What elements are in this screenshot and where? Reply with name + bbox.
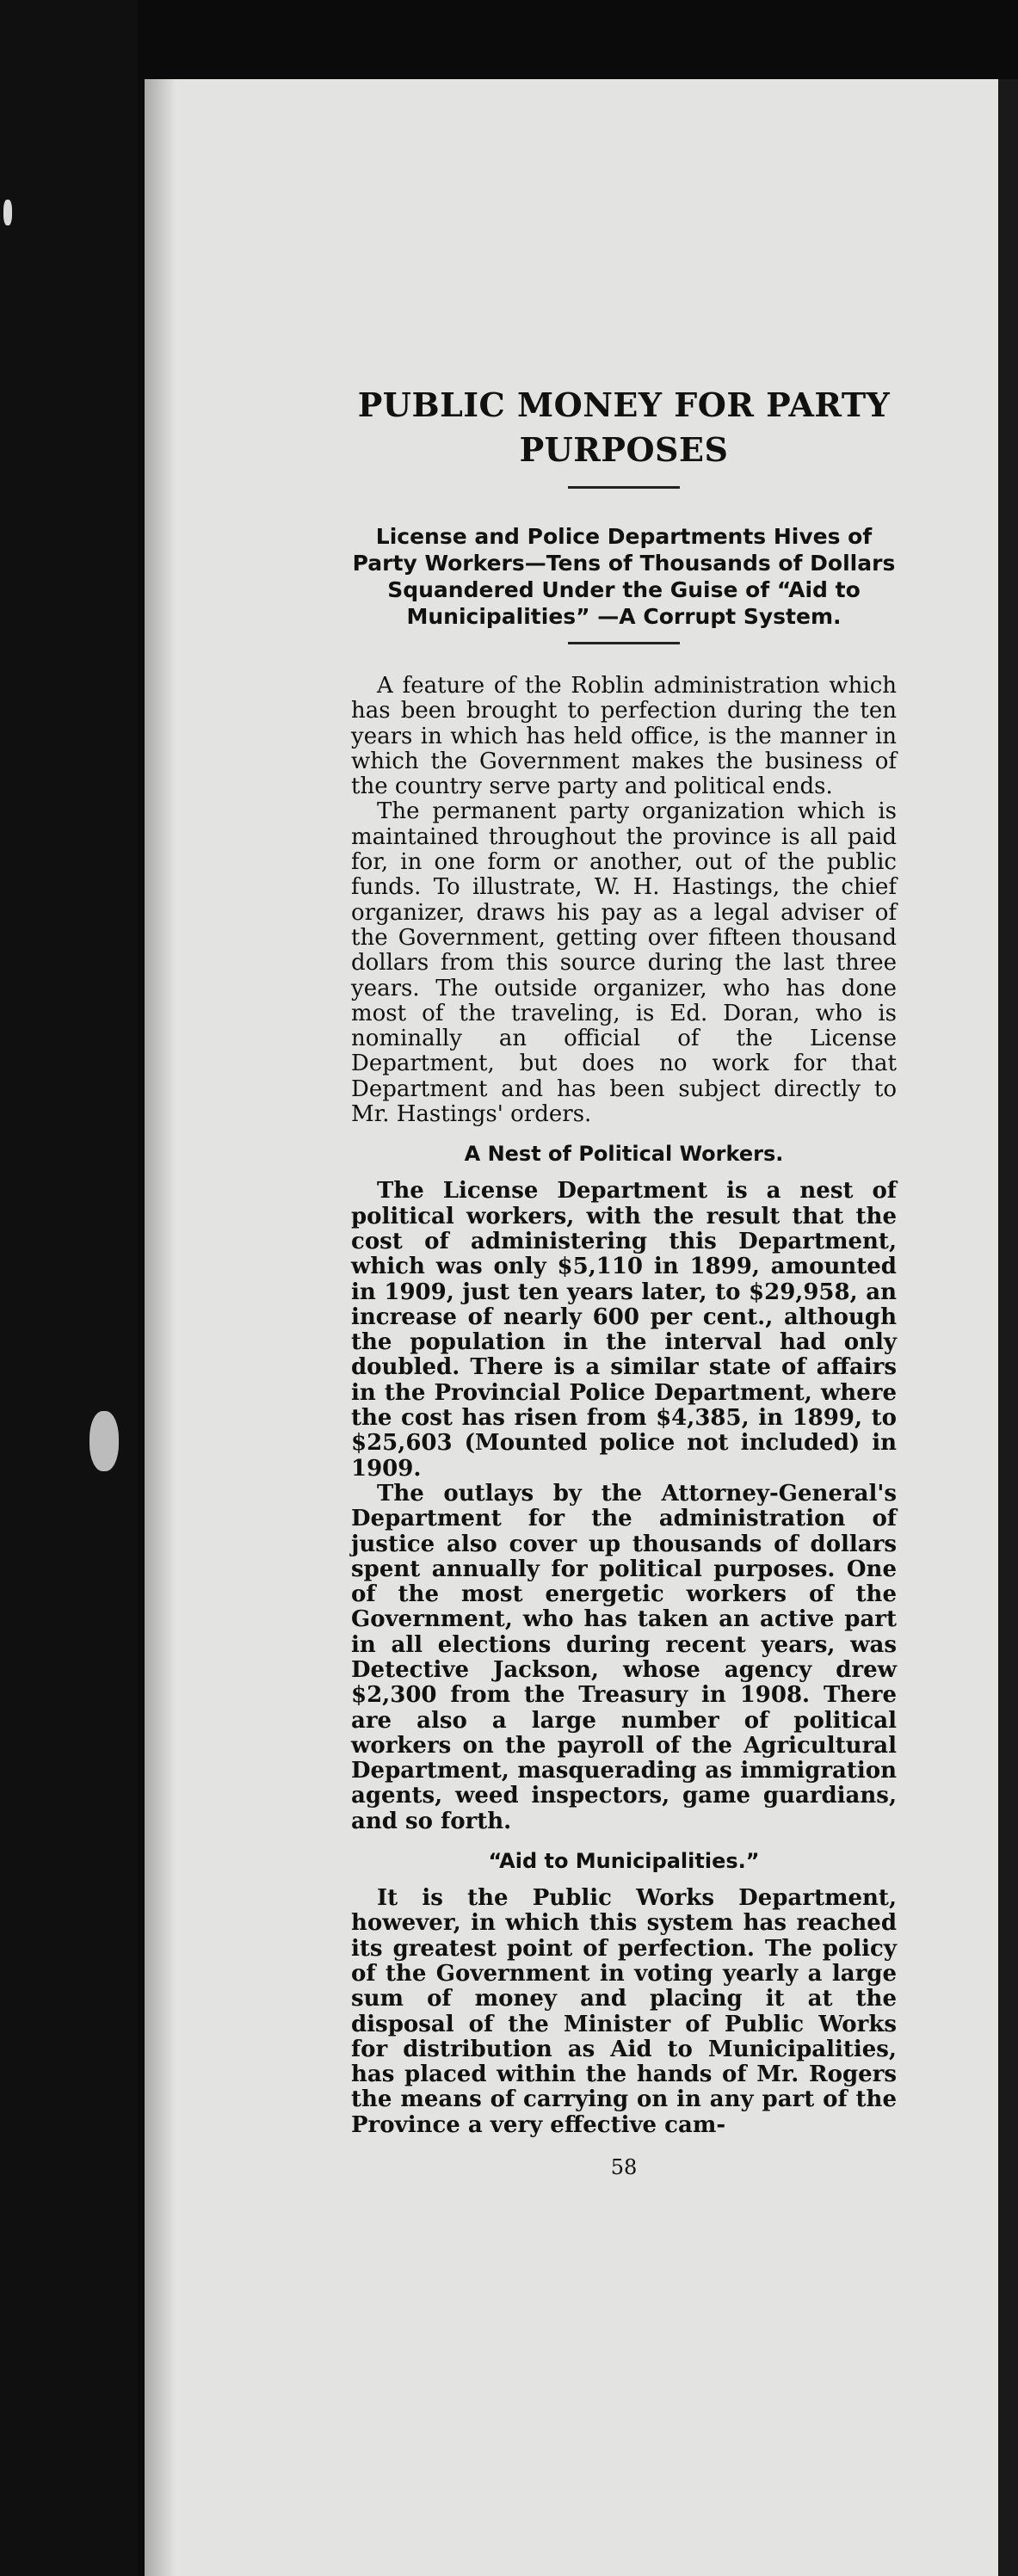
paragraph: The License Department is a nest of political workers, with the result that the cost of administering this Department, which was only $5,110 in 1899, amounted in 1909, just ten years later, to $29,958, an increase of nearly 600 per cent., although the population in the interval had only doubled. There is a similar state of affairs in the Provincial Police Department, where the cost has risen from $4,385, in 1899, to $25,603 (Mounted police not included) in 1909. [351,1178,897,1482]
article [351,383,897,2179]
scan-mark [3,200,12,225]
page-binding-edge [998,79,1018,2576]
paragraph: The permanent party organization which is maintained throughout the province is all paid for, in one form or another, out of the public funds. To illustrate, W. H. Hastings, the chief organizer, draws his pay as a legal adviser of the Government, getting over fifteen thousand dollars from this source during the last three years. The outside organizer, who has done most of the traveling, is Ed. Doran, who is nominally an official of the License Department, but does no work for that Department and has been subject directly to Mr. Hastings' orders. [351,798,897,1128]
paragraph: It is the Public Works Department, however, in which this system has reached its greatest point of perfection. The policy of the Government in voting yearly a large sum of money and placing it at the disposal of the Minister of Public Works for distribution as Aid to Municipalities, has placed within the hands of Mr. Rogers the means of carrying on in any part of the Province a very effective cam- [351,1885,897,2138]
paragraph: A feature of the Roblin administration which has been brought to perfection during the ten years in which has held office, is the manner in which the Government makes the business of the country serve party and political ends. [351,673,897,800]
subtitle-rule [568,642,680,644]
page-gutter-shadow [145,79,176,2576]
page-number: 58 [610,2155,638,2180]
scan-background [0,0,138,2576]
article-subtitle: License and Police Departments Hives of Party Workers—Tens of Thousands of Dollars Squandered Under the Guise of “Aid to Municipalities” —A Corrupt System. [352,524,896,629]
section-heading: A Nest of Political Workers. [464,1142,784,1167]
title-rule [568,486,680,489]
paper-blemish [89,1411,119,1471]
section-heading: “Aid to Municipalities.” [488,1849,760,1874]
article-title: PUBLIC MONEY FOR PARTY PURPOSES [357,385,891,469]
paragraph: The outlays by the Attorney-General's Department for the administration of justice also cover up thousands of dollars spent annually for political purposes. One of the most energetic workers of the Government, who has taken an active part in all elections during recent years, was Detective Jackson, whose agency drew $2,300 from the Treasury in 1908. There are also a large number of political workers on the payroll of the Agricultural Department, masquerading as immigration agents, weed inspectors, game guardians, and so forth. [351,1480,897,1834]
